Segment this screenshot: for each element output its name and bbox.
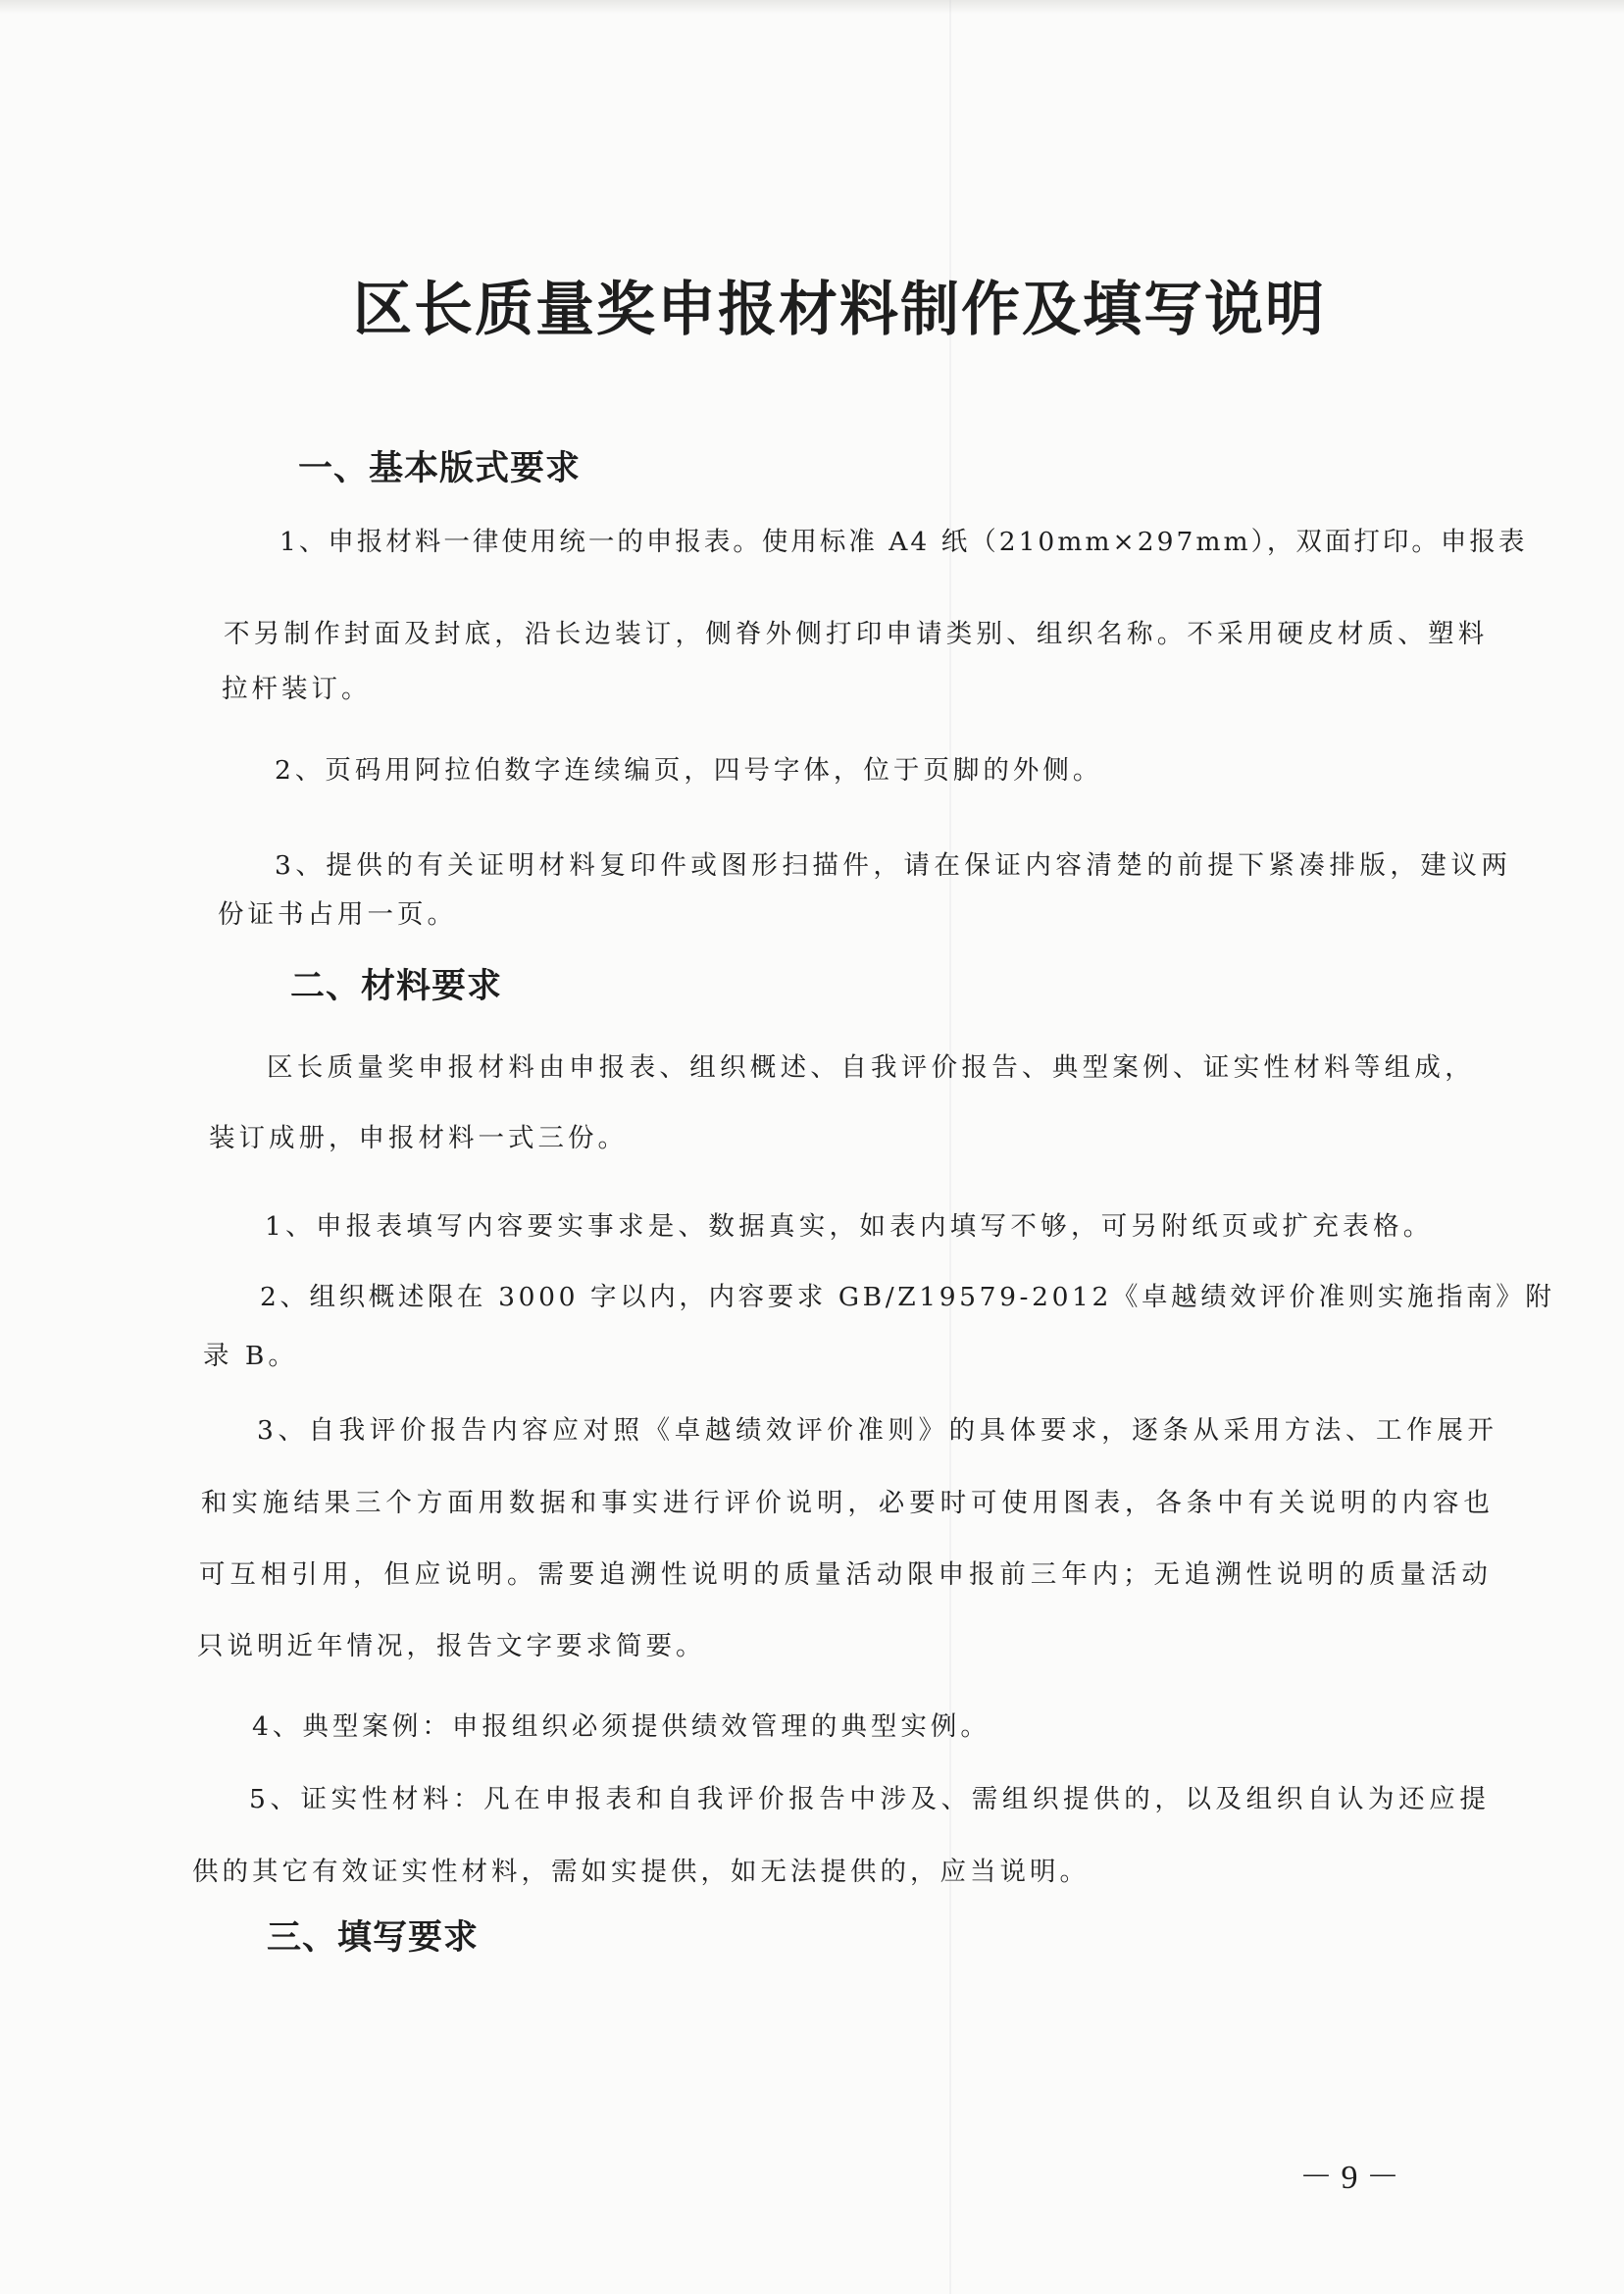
section-2-line-6: 3、自我评价报告内容应对照《卓越绩效评价准则》的具体要求，逐条从采用方法、工作展开 <box>257 1415 1498 1446</box>
section-2-heading: 二、材料要求 <box>290 967 503 1006</box>
page-number: － 9 － <box>1299 2160 1399 2196</box>
section-2-line-5: 录 B。 <box>203 1341 298 1371</box>
section-1-line-2: 不另制作封面及封底，沿长边装订，侧脊外侧打印申请类别、组织名称。不采用硬皮材质、塑料 <box>224 619 1489 649</box>
section-2-line-10: 4、典型案例：申报组织必须提供绩效管理的典型实例。 <box>252 1711 990 1742</box>
section-2-line-3: 1、申报表填写内容要实事求是、数据真实，如表内填写不够，可另附纸页或扩充表格。 <box>265 1211 1434 1242</box>
section-1-line-3: 拉杆装订。 <box>222 674 372 704</box>
section-2-line-7: 和实施结果三个方面用数据和事实进行评价说明，必要时可使用图表，各条中有关说明的内容也 <box>201 1488 1495 1518</box>
section-2-line-12: 供的其它有效证实性材料，需如实提供，如无法提供的，应当说明。 <box>192 1857 1090 1887</box>
section-2-line-4: 2、组织概述限在 3000 字以内，内容要求 GB/Z19579-2012《卓越绩效评价准则实施指南》附 <box>260 1282 1555 1312</box>
section-2-line-1: 区长质量奖申报材料由申报表、组织概述、自我评价报告、典型案例、证实性材料等组成， <box>267 1052 1475 1083</box>
section-1-heading: 一、基本版式要求 <box>298 449 582 488</box>
section-2-line-11: 5、证实性材料：凡在申报表和自我评价报告中涉及、需组织提供的，以及组织自认为还应提 <box>249 1784 1491 1814</box>
document-title: 区长质量奖申报材料制作及填写说明 <box>353 276 1326 344</box>
section-1-line-4: 2、页码用阿拉伯数字连续编页，四号字体，位于页脚的外侧。 <box>275 755 1103 786</box>
section-1-line-6: 份证书占用一页。 <box>218 899 457 930</box>
section-3-heading: 三、填写要求 <box>267 1918 480 1958</box>
section-1-line-5: 3、提供的有关证明材料复印件或图形扫描件，请在保证内容清楚的前提下紧凑排版，建议两 <box>275 850 1512 881</box>
section-2-line-2: 装订成册，申报材料一式三份。 <box>209 1123 628 1153</box>
section-1-line-1: 1、申报材料一律使用统一的申报表。使用标准 A4 纸（210mm×297mm），双面打印。申报表 <box>279 527 1528 557</box>
section-2-line-9: 只说明近年情况，报告文字要求简要。 <box>197 1631 706 1661</box>
section-2-line-8: 可互相引用，但应说明。需要追溯性说明的质量活动限申报前三年内；无追溯性说明的质量活动 <box>199 1559 1493 1590</box>
scan-top-edge <box>0 0 1624 14</box>
